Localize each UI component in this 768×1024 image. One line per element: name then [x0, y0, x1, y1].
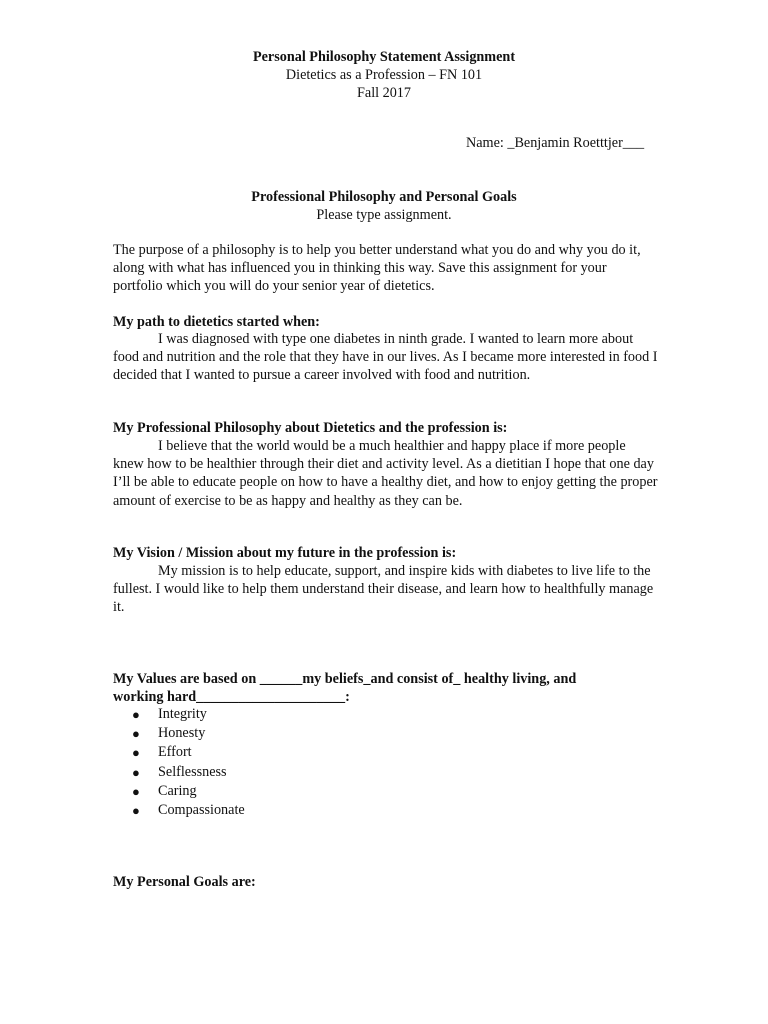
path-text: I was diagnosed with type one diabetes in ninth grade. I wanted to learn more about food and nutrition and the role that they have in our lives. As I became more interested in food I decided that I wanted to pursue a career involved with food and nutrition. — [113, 331, 658, 384]
section-title: Professional Philosophy and Personal Goals — [251, 189, 517, 205]
vision-heading: My Vision / Mission about my future in the profession is: — [113, 545, 457, 561]
path-paragraph — [113, 330, 658, 385]
list-item — [113, 705, 613, 724]
list-item — [113, 763, 613, 782]
philosophy-paragraph — [113, 437, 658, 510]
course-name: Dietetics as a Profession – FN 101 — [285, 67, 483, 83]
list-item — [113, 782, 613, 801]
document-title: Personal Philosophy Statement Assignment — [252, 49, 516, 65]
bullet-icon: ● — [132, 802, 140, 818]
list-item — [113, 743, 613, 762]
bullet-icon: ● — [132, 707, 140, 722]
philosophy-text: I believe that the world would be a much healthier and happy place if more people knew how to be healthier through their diet and activity level. As a dietitian I hope that one day I’ll be able to educate people on how to have a healthy diet, and how to enjoy getting the proper amount of exercise to be as happy and healthy as they can be. — [113, 438, 658, 509]
intro-paragraph: The purpose of a philosophy is to help you better understand what you do and why you do it, along with what has influenced you in thinking this way. Save this assignment for your portfolio which you will do your senior year of dietetics. — [113, 242, 641, 295]
bullet-icon: ● — [132, 745, 140, 761]
value-item: Honesty — [158, 725, 206, 742]
vision-text: My mission is to help educate, support, and inspire kids with diabetes to live life to the fullest. I would like to help them understand their disease, and learn how to healthfully manage it. — [113, 563, 654, 616]
student-name-line: Name: _Benjamin Roetttjer___ — [466, 135, 645, 151]
value-item: Integrity — [158, 706, 207, 722]
values-list — [113, 705, 613, 820]
section-instruction: Please type assignment. — [316, 207, 452, 223]
term: Fall 2017 — [357, 85, 411, 101]
vision-paragraph — [113, 562, 658, 617]
bullet-icon: ● — [132, 764, 140, 780]
bullet-icon: ● — [132, 726, 140, 742]
list-item — [113, 801, 613, 820]
list-item — [113, 724, 613, 743]
value-item: Effort — [158, 744, 192, 761]
philosophy-heading: My Professional Philosophy about Dietetics and the profession is: — [113, 420, 508, 436]
value-item: Compassionate — [158, 801, 245, 818]
path-heading: My path to dietetics started when: — [113, 314, 320, 330]
values-heading: My Values are based on ______my beliefs_and consist of_ healthy living, and working hard_____________________: — [113, 671, 577, 705]
goals-heading: My Personal Goals are: — [113, 874, 256, 890]
value-item: Caring — [158, 782, 197, 799]
value-item: Selflessness — [158, 763, 227, 780]
bullet-icon: ● — [132, 783, 140, 799]
